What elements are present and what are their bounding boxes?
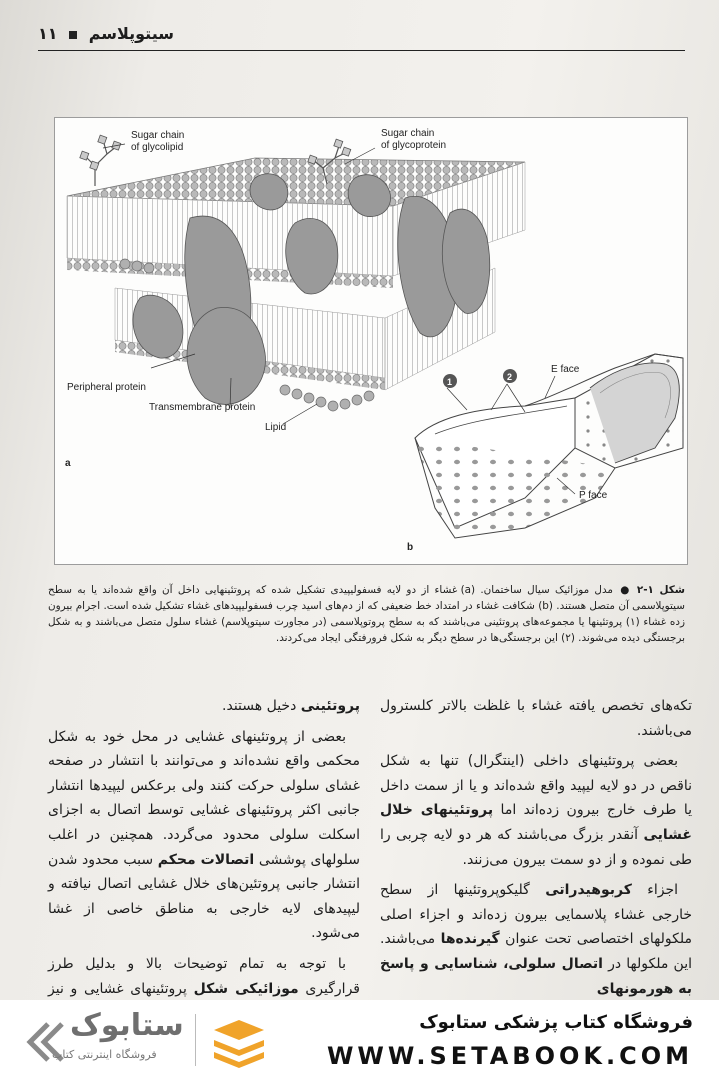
running-header — [38, 22, 685, 51]
term-protein: پروتئینی — [300, 698, 360, 714]
page-number: ۱۱ — [38, 24, 58, 43]
paragraph — [380, 749, 692, 872]
text-run: آنقدر بزرگ می‌باشند که هر دو لایه چربی را طی نموده و از دو سمت بیرون می‌زنند. — [380, 826, 692, 868]
right-column — [380, 694, 692, 1007]
label-peripheral-protein: Peripheral protein — [67, 382, 146, 393]
term-carbohydrate: کربوهیدراتی — [545, 882, 632, 899]
brand-tagline: فروشگاه اینترنتی کتاب — [52, 1048, 157, 1061]
watermark-footer — [0, 1000, 719, 1080]
divider — [195, 1014, 196, 1066]
label-sugar-glycolipid: Sugar chain — [131, 130, 185, 141]
label-panel-b: b — [407, 542, 414, 553]
text-run: بعضی پروتئینهای داخلی (اینتگرال) تنها به شکل ناقص در دو لایه لیپید واقع شده‌اند و یا از سمت داخل یا طرف خارج بیرون زده‌اند اما — [380, 753, 692, 819]
chapter-title: سیتوپلاسم — [88, 24, 174, 43]
label-e-face: E face — [551, 364, 580, 375]
separator-square-icon — [69, 31, 77, 39]
membrane-figure — [54, 117, 688, 565]
text-run: سبب محدود شدن انتشار جانبی پروتئین‌های خلال غشایی اتصال نیافته و لیپیدهای لایه خارجی به مناطق خاصی از غشا می‌شود. — [48, 851, 360, 942]
paragraph — [380, 878, 692, 1001]
label-panel-a: a — [65, 458, 71, 469]
book-stack-logo-icon — [210, 1016, 268, 1068]
caption-number: شکل ۱-۲ ● — [618, 584, 685, 596]
text-run: می‌باشند. این ملکولها در — [380, 931, 692, 972]
caption-text: مدل موزائیک سیال ساختمان. (a) غشاء از دو لایه فسفولیپیدی تشکیل شده که پروتئینهایی داخل آن واقع شده‌اند یا به سطح سیتوپلاسمی آن متصل هستند. (b) شکافت غشاء در امتداد خط ضعیفی که از دم‌های اسید چرب فسفولیپیدهای غشاء تشکیل شده است. اجرام بیرون زده غشاء (۱) پروتئینها یا مجموعه‌های پروتئینی می‌باشند که به سطح پروتوپلاسمی (در مجاورت سیتوپلاسم) غشاء سلول متصل می‌باشند و به شکل برجستگی دیده می‌شوند. (۲) این برجستگی‌ها در سطح دیگر به شکل فرورفتگی ایجاد می‌کردند. — [48, 584, 685, 644]
text-run: گلیکوپروتئینها از سطح خارجی غشاء پلاسمایی بیرون زده‌اند و اجزاء اصلی ملکولهای اختصاصی تحت عنوان — [380, 882, 692, 948]
shop-name: فروشگاه کتاب پزشکی ستابوک — [419, 1012, 693, 1033]
label-transmembrane-protein: Transmembrane protein — [149, 402, 256, 413]
text-run: پروتئینهای غشایی و نیز — [48, 980, 187, 997]
bleed-through-text — [420, 60, 680, 100]
marker-2: 2 — [507, 372, 513, 382]
text-run: اجزاء — [631, 882, 678, 899]
term-receptors: گیرنده‌ها — [440, 931, 500, 948]
label-lipid: Lipid — [265, 422, 287, 433]
header-title-group — [38, 24, 174, 43]
label-sugar-glycoprotein-2: of glycoprotein — [381, 140, 447, 151]
shop-url: WWW.SETABOOK.COM — [326, 1042, 693, 1070]
label-sugar-glycolipid-2: of glycolipid — [131, 142, 184, 153]
fluid-mosaic-illustration — [55, 118, 687, 564]
figure-caption — [48, 582, 685, 646]
text-run: با توجه به تمام توضیحات بالا و بدلیل طرز قرارگیری — [48, 955, 360, 997]
marker-1: 1 — [447, 377, 453, 387]
paragraph — [48, 694, 360, 719]
brand-name: ستابوک — [70, 1008, 184, 1043]
paragraph — [48, 725, 360, 946]
label-p-face: P face — [579, 490, 608, 501]
paragraph: تکه‌های تخصص یافته غشاء با غلظت بالاتر کلسترول می‌باشند. — [380, 698, 692, 739]
text-run: دخیل هستند. — [222, 698, 301, 714]
left-column — [48, 694, 360, 1032]
term-transmembrane-proteins: پروتئینهای خلال غشایی — [380, 802, 692, 843]
label-sugar-glycoprotein: Sugar chain — [381, 128, 435, 139]
term-tight-junctions: اتصالات محکم — [157, 851, 255, 868]
term-mosaic: موزائیکی شکل — [193, 980, 299, 997]
text-run: بعضی از پروتئینهای غشایی در محل خود به شکل محکمی واقع نشده‌اند و می‌توانند با انتشار در صفحه غشای سلولی حرکت کنند ولی برعکس لیپیدها انتشار جانبی اکثر پروتئینهای غشایی توسط اتصال به اجزای اسکلت سلولی محدود می‌گردد. همچنین در اغلب سلولهای پوششی — [48, 728, 360, 868]
term-cell-adhesion: اتصال سلولی، شناسایی و پاسخ به هورمونهای — [380, 955, 692, 997]
panel-b-freeze-fracture — [415, 354, 683, 538]
